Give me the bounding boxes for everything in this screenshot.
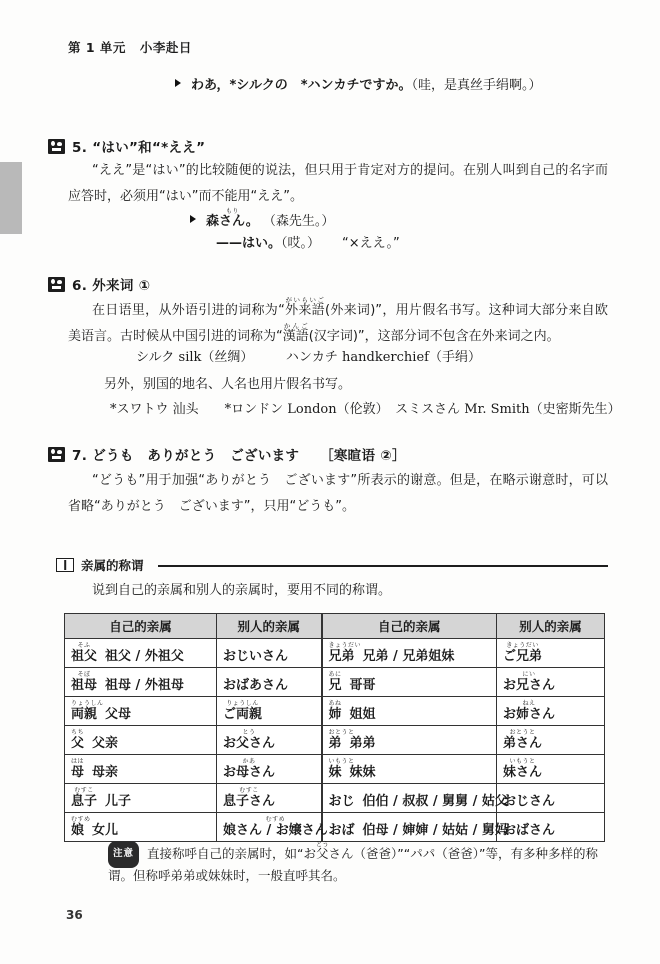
kin-term-jp: きょうだい ご兄弟	[503, 641, 543, 664]
kin-term-jp: きょうだい 兄弟	[328, 641, 362, 664]
kin-term-furigana: いもうと	[328, 757, 355, 765]
note-ruby-base: 父	[315, 846, 329, 861]
kin-term-jp: あに 兄	[328, 670, 342, 693]
section-6-title: 外来词 ①	[92, 278, 151, 294]
kin-term-jp: おば	[328, 822, 355, 838]
kin-term-jp: にい お兄さん	[503, 670, 556, 693]
s6-ruby-gairaigo-rt: がいらいご	[284, 296, 325, 304]
key-point-icon	[48, 277, 65, 292]
section-6-vocab-line-1: シルク silk（丝绸） ハンカチ handkerchief（手绢）	[136, 350, 481, 365]
table-header-row	[65, 614, 605, 639]
section-7-number: 7.	[72, 448, 88, 464]
section-6-heading	[48, 274, 150, 294]
kin-term-jp: かあ お母さん	[223, 757, 276, 780]
cell-own-2	[322, 813, 508, 842]
kinship-table	[64, 613, 605, 842]
running-head	[68, 38, 192, 56]
kin-term-jp: いもうと 妹	[328, 757, 355, 780]
section-5-example-1-cn: （森先生。）	[262, 214, 335, 229]
section-5-example-2-mark: “×ええ。”	[342, 236, 400, 251]
cell-other-2	[497, 726, 605, 755]
margin-index-tab	[0, 162, 22, 234]
cell-own-1	[65, 697, 217, 726]
triangle-bullet-icon	[190, 215, 196, 223]
kin-term-furigana: はは	[71, 757, 85, 765]
section-7-heading	[48, 444, 406, 464]
cell-own-2	[322, 639, 497, 668]
cell-other-2	[497, 784, 605, 813]
kin-term-jp: とう お父さん	[223, 728, 276, 751]
kin-term-cn: 姐姐	[349, 706, 376, 722]
table-row	[65, 784, 605, 813]
cell-own-1	[65, 726, 217, 755]
top-example-line	[175, 76, 542, 96]
kin-term-jp: りょうしん 両親	[71, 699, 104, 722]
top-example-jp: わあ，*シルクの *ハンカチですか。	[191, 78, 412, 93]
s6-text-a1: 在日语里，从外语引进的词称为“	[92, 303, 285, 318]
s6-ruby-kango	[282, 322, 309, 344]
table-row	[65, 697, 605, 726]
cell-other-1	[217, 668, 322, 697]
kin-term-cn: 父亲	[92, 735, 119, 751]
section-6-paragraph-b: 另外，别国的地名、人名也用片假名书写。	[104, 377, 352, 392]
s6-text-a3: (汉字词)”，这部分词不包含在外来词之内。	[308, 329, 560, 344]
column-intro: 说到自己的亲属和别人的亲属时，要用不同的称谓。	[92, 583, 392, 598]
kin-term-cn: 女儿	[92, 822, 119, 838]
kin-term-furigana: そふ	[77, 641, 91, 649]
section-6-vocab-line-2: *スワトウ 汕头 *ロンドン London（伦敦） スミスさん Mr. Smith（史密斯先生）	[110, 402, 621, 417]
cell-other-1	[217, 784, 322, 813]
kin-term-furigana: そぼ	[77, 670, 91, 678]
kin-term-cn: 母亲	[92, 764, 119, 780]
kin-term-furigana: ねえ	[522, 699, 536, 707]
key-point-icon	[48, 139, 65, 154]
section-6-number: 6.	[72, 278, 88, 294]
kin-term-cn: 儿子	[105, 793, 132, 809]
kin-term-furigana: むすこ	[239, 786, 259, 794]
cell-other-1	[217, 755, 322, 784]
cell-other-1	[217, 726, 322, 755]
kin-term-cn: 祖父 / 外祖父	[105, 648, 184, 664]
kin-term-furigana: むすめ	[71, 815, 91, 823]
cell-other-2	[497, 755, 605, 784]
cell-own-2	[322, 668, 497, 697]
triangle-bullet-icon	[175, 79, 181, 87]
section-5-example-1-furigana: もり	[225, 208, 239, 215]
kin-term-jp: おとうと 弟	[328, 728, 355, 751]
cell-other-1	[217, 639, 322, 668]
cell-own-1	[65, 813, 217, 842]
kin-term-cn: 祖母 / 外祖母	[105, 677, 184, 693]
section-7-title: どうも ありがとう ございます ［寒暄语 ②］	[92, 448, 406, 464]
cell-own-2	[322, 755, 497, 784]
s6-text-a2: (外来词)”，用片假名书写。这种词大部分来自欧美语言。古时候从中国引进的词称为“	[68, 303, 608, 344]
kin-term-jp: おとうと 弟さん	[503, 728, 543, 751]
open-book-icon	[56, 558, 74, 572]
kin-term-furigana: きょうだい	[506, 641, 539, 649]
kin-term-jp: むすめ 娘	[71, 815, 91, 838]
col-header-own-1: 自己的亲属	[65, 614, 217, 639]
cell-other-2	[497, 639, 605, 668]
cell-own-2	[322, 697, 497, 726]
kin-term-jp: りょうしん ご両親	[223, 699, 263, 722]
section-5-example-2	[216, 234, 400, 254]
kin-term-jp: おじさん	[503, 793, 556, 809]
cell-own-1	[65, 784, 217, 813]
note-text-b: さん（爸爸）”“パパ（爸爸）”等，有多种多样的称	[328, 846, 598, 861]
kin-term-jp: おじいさん	[223, 648, 289, 664]
kin-term-jp: ねえ お姉さん	[503, 699, 556, 722]
top-example-cn: （哇，是真丝手绢啊。）	[411, 78, 542, 93]
cell-own-1	[65, 755, 217, 784]
running-head-title: 小李赴日	[139, 40, 192, 55]
column-rule-divider	[158, 565, 608, 567]
kin-term-cn: 哥哥	[349, 677, 376, 693]
kin-term-jp: おじ	[328, 793, 355, 809]
kin-term-jp: むすめ 娘さん / お嬢さん	[223, 815, 328, 838]
s6-ruby-kango-rt: かんご	[282, 322, 309, 330]
cell-own-1	[65, 639, 217, 668]
table-row	[65, 726, 605, 755]
kin-term-cn: 伯母 / 婶婶 / 姑姑 / 舅妈	[362, 822, 508, 838]
column-header	[56, 556, 608, 576]
section-5-example-2-cn: （哎。）	[281, 236, 321, 251]
note-text-c: 谓。但称呼弟弟或妹妹时，一般直呼其名。	[108, 868, 346, 883]
kin-term-jp: むすこ 息子さん	[223, 786, 276, 809]
cell-own-2	[322, 726, 497, 755]
kin-term-furigana: きょうだい	[328, 641, 362, 649]
kin-term-jp: むすこ 息子	[71, 786, 98, 809]
section-5-number: 5.	[72, 140, 88, 156]
table-row	[65, 668, 605, 697]
kin-term-furigana: むすこ	[74, 786, 94, 794]
note-badge: 注意	[108, 841, 139, 868]
kin-term-cn: 妹妹	[349, 764, 376, 780]
kin-term-furigana: にい	[522, 670, 536, 678]
running-head-unit: 第 1 单元	[68, 40, 126, 55]
kin-term-cn: 兄弟 / 兄弟姐妹	[362, 648, 455, 664]
kin-term-jp: そふ 祖父	[71, 641, 98, 664]
note-text-a: 直接称呼自己的亲属时，如“お	[147, 846, 316, 861]
kin-term-furigana: りょうしん	[71, 699, 104, 707]
kin-term-furigana: あに	[328, 670, 342, 678]
kin-term-furigana: ちち	[71, 728, 85, 736]
cell-own-1	[65, 668, 217, 697]
section-5-paragraph: “ええ”是“はい”的比较随便的说法，但只用于肯定对方的提问。在别人叫到自己的名字而应答时，必须用“はい”而不能用“ええ”。	[68, 163, 608, 204]
kin-term-furigana: おとうと	[509, 728, 536, 736]
section-5-example-2-jp: ——はい。	[216, 236, 282, 251]
kin-term-jp: おばあさん	[223, 677, 289, 693]
kin-term-furigana: いもうと	[509, 757, 536, 765]
kin-term-furigana: むすめ	[265, 815, 286, 823]
col-header-other-2: 别人的亲属	[497, 614, 605, 639]
s6-ruby-gairaigo-base: 外来語	[284, 303, 325, 318]
section-5-example-1-jp: 森さん。	[206, 214, 259, 229]
table-row	[65, 813, 605, 842]
kin-term-furigana: とう	[242, 728, 256, 736]
section-7-paragraph: “どうも”用于加强“ありがとう ございます”所表示的谢意。但是，在略示谢意时，可以省略“ありがとう ございます”，只用“どうも”。	[68, 473, 608, 514]
kin-term-jp: あね 姉	[328, 699, 342, 722]
kin-term-jp: いもうと 妹さん	[503, 757, 543, 780]
cell-other-2	[497, 697, 605, 726]
col-header-other-1: 别人的亲属	[217, 614, 322, 639]
kin-term-furigana: りょうしん	[226, 699, 259, 707]
kin-term-jp: そぼ 祖母	[71, 670, 98, 693]
kin-term-furigana: おとうと	[328, 728, 355, 736]
table-row	[65, 639, 605, 668]
s6-ruby-kango-base: 漢語	[282, 329, 309, 344]
note-ruby-rt: とう	[315, 840, 329, 848]
kin-term-cn: 弟弟	[349, 735, 376, 751]
section-6-paragraph-a	[68, 296, 608, 350]
kin-term-cn: 父母	[105, 706, 132, 722]
kinship-table-body	[65, 639, 605, 842]
cell-own-2	[322, 784, 508, 813]
kin-term-jp: はは 母	[71, 757, 85, 780]
cell-other-2	[497, 813, 605, 842]
page-number: 36	[66, 908, 83, 922]
kin-term-cn: 伯伯 / 叔叔 / 舅舅 / 姑父	[362, 793, 508, 809]
kin-term-furigana: かあ	[242, 757, 256, 765]
cell-other-1	[217, 697, 322, 726]
kin-term-jp: おばさん	[503, 822, 556, 838]
s6-ruby-gairaigo	[284, 296, 325, 318]
section-5-title: “はい”和“*ええ”	[92, 140, 206, 156]
kin-term-jp: ちち 父	[71, 728, 85, 751]
section-5-example-1	[190, 208, 334, 232]
note-ruby-tou	[315, 840, 329, 861]
cell-other-2	[497, 668, 605, 697]
table-row	[65, 755, 605, 784]
key-point-icon	[48, 447, 65, 462]
col-header-own-2: 自己的亲属	[322, 614, 497, 639]
kin-term-furigana: あね	[328, 699, 342, 707]
column-title: 亲属的称谓	[81, 558, 144, 573]
cell-other-1	[217, 813, 328, 842]
section-5-heading	[48, 136, 205, 156]
